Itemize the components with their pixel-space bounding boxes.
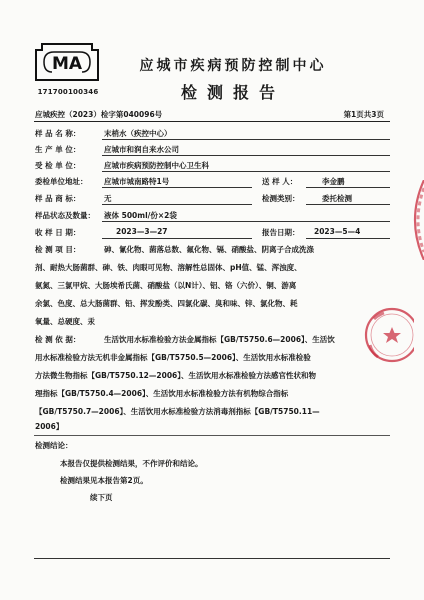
producer-value: 应城市和润自来水公司: [104, 145, 179, 154]
footer-divider: [34, 558, 390, 559]
sender-label: 送 样 人：: [262, 177, 298, 186]
inspected-unit-label: 受 检 单 位：: [35, 161, 81, 170]
brand-value: 无: [104, 194, 112, 203]
underline: [102, 204, 252, 205]
conclusion-line: 检测结果见本报告第2页。: [60, 476, 148, 485]
continue-note: 续下页: [90, 493, 113, 502]
test-type-value: 委托检测: [322, 194, 352, 203]
client-address-value: 应城市城南路特1号: [104, 177, 170, 186]
inspected-unit-value: 应城市疾病预防控制中心卫生科: [104, 161, 209, 170]
test-basis-line: 理指标【GB/T5750.4—2006】、生活饮用水标准检验方法有机物综合指标: [35, 389, 289, 398]
sample-name-value: 末梢水（疾控中心）: [104, 129, 172, 138]
report-number: 应城疾控（2023）检字第040096号: [35, 110, 163, 119]
test-basis-line: 2006】: [35, 422, 64, 431]
test-basis-line: 用水标准检验方法无机非金属指标【GB/T5750.5—2006】、生活饮用水标准检验: [35, 353, 311, 362]
conclusion-line: 本报告仅提供检测结果，不作评价和结论。: [60, 459, 203, 468]
report-title: 检测报告: [180, 83, 285, 102]
sender-value: 李金鹏: [322, 177, 345, 186]
test-items-line: 氨氮、三氯甲烷、大肠埃希氏菌、硝酸盐（以N计）、铝、铬（六价）、铜、游离: [35, 281, 297, 290]
underline: [306, 238, 390, 239]
organization-name: 应城市疾病预防控制中心: [139, 58, 327, 74]
underline: [102, 155, 390, 156]
test-basis-label: 检 测 依 据：: [35, 335, 81, 344]
underline: [102, 171, 390, 172]
test-basis-line: 生活饮用水标准检验方法金属指标【GB/T5750.6—2006】、生活饮: [104, 335, 335, 344]
received-date-label: 收 样 日 期：: [35, 228, 81, 237]
page-indicator: 第1页共3页: [343, 110, 384, 119]
underline: [102, 221, 390, 222]
test-type-label: 检测类别：: [262, 194, 300, 203]
underline: [102, 187, 252, 188]
underline: [306, 187, 390, 188]
sample-state-label: 样品状态及数量：: [35, 211, 95, 220]
test-basis-line: 【GB/T5750.7—2006】、生活饮用水标准检验方法消毒剂指标【GB/T5750.11—: [35, 407, 320, 416]
sample-state-value: 液体 500ml/份×2袋: [104, 211, 177, 220]
sample-name-label: 样 品 名 称：: [35, 129, 81, 138]
received-date-value: 2023—3—27: [116, 227, 168, 236]
section-divider: [34, 435, 390, 436]
ma-certification-logo: [32, 42, 102, 86]
svg-text:MA: MA: [51, 54, 83, 74]
test-basis-line: 方法微生物指标【GB/T5750.12—2006】、生活饮用水标准检验方法感官性状和物: [35, 371, 317, 380]
underline: [102, 139, 390, 140]
client-address-label: 委检单位地址：: [35, 177, 88, 186]
test-items-label: 检 测 项 目：: [35, 245, 81, 254]
ma-number: 171700100346: [37, 88, 99, 96]
test-items-line: 氧量、总硬度、汞: [35, 317, 95, 326]
brand-label: 样 品 商 标：: [35, 194, 81, 203]
report-date-value: 2023—5—4: [314, 227, 361, 236]
test-items-line: 余氯、色度、总大肠菌群、铅、挥发酚类、四氯化碳、臭和味、锌、氯化物、耗: [35, 299, 298, 308]
underline: [306, 204, 390, 205]
producer-label: 生 产 单 位：: [35, 145, 81, 154]
seam-seal-edge: [400, 180, 424, 260]
header-divider: [34, 121, 390, 122]
conclusion-label: 检测结论：: [35, 441, 73, 450]
underline: [102, 238, 252, 239]
test-items-line: 剂、耐热大肠菌群、砷、铁、肉眼可见物、溶解性总固体、pH值、锰、浑浊度、: [35, 263, 302, 272]
official-seal-stamp: [354, 305, 414, 365]
test-items-line: 砷、氰化物、菌落总数、氟化物、镉、硝酸盐、阴离子合成洗涤: [104, 245, 314, 254]
report-date-label: 报告日期：: [262, 228, 300, 237]
